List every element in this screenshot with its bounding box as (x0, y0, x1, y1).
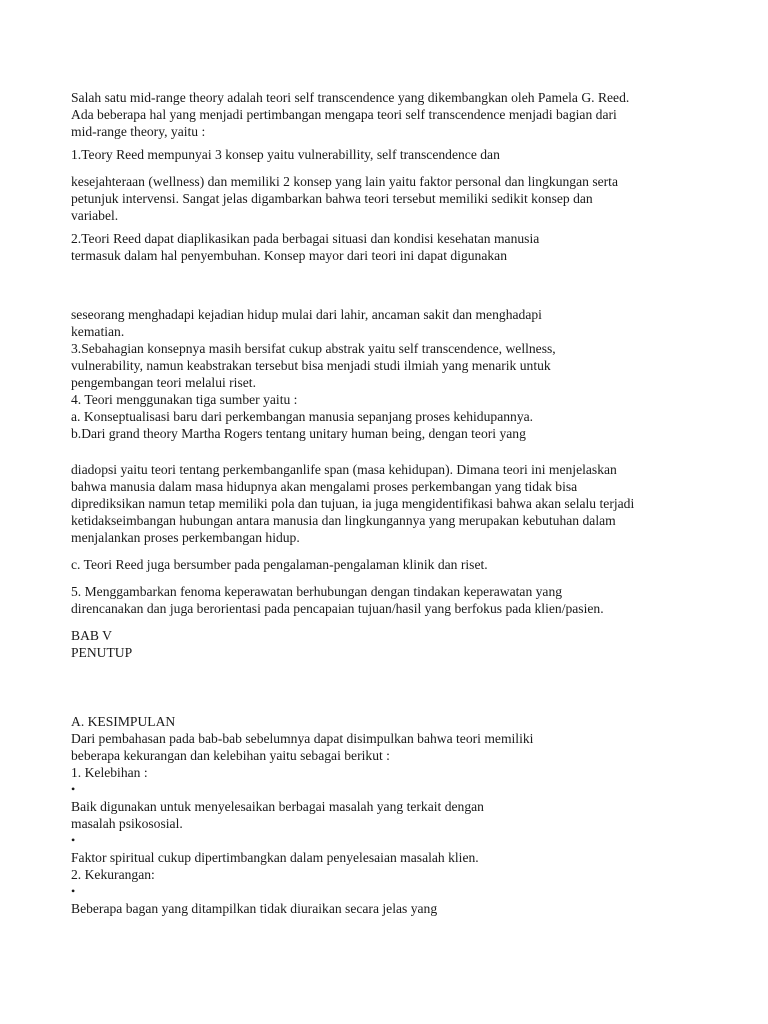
point-4-c: c. Teori Reed juga bersumber pada pengalaman-pengalaman klinik dan riset. (71, 557, 488, 572)
text-line: kematian. (71, 324, 125, 339)
point-1-heading: 1.Teory Reed mempunyai 3 konsep yaitu vulnerabillity, self transcendence dan (71, 147, 500, 162)
section-heading: A. KESIMPULAN (71, 714, 176, 729)
text-line: Ada beberapa hal yang menjadi pertimbangan mengapa teori self transcendence menjadi bagian dari (71, 107, 617, 122)
chapter-number: BAB V (71, 628, 112, 643)
text-line: 2.Teori Reed dapat diaplikasikan pada berbagai situasi dan kondisi kesehatan manusia (71, 231, 540, 246)
text-line: direncanakan dan juga berorientasi pada pencapaian tujuan/hasil yang berfokus pada klien/pasien. (71, 601, 604, 616)
text-line: masalah psikososial. (71, 816, 183, 831)
intro-paragraph (71, 89, 711, 140)
bullet-icon: • (71, 884, 76, 898)
text-line: Faktor spiritual cukup dipertimbangkan dalam penyelesaian masalah klien. (71, 850, 479, 865)
bullet-icon: • (71, 782, 76, 796)
text-line: mid-range theory, yaitu : (71, 124, 206, 139)
text-line: menjalankan proses perkembangan hidup. (71, 530, 300, 545)
text-line: beberapa kekurangan dan kelebihan yaitu sebagai berikut : (71, 748, 390, 763)
text-line: vulnerability, namun keabstrakan tersebut bisa menjadi studi ilmiah yang menarik untuk (71, 358, 551, 373)
text-line: variabel. (71, 208, 119, 223)
text-line: Dari pembahasan pada bab-bab sebelumnya dapat disimpulkan bahwa teori memiliki (71, 731, 534, 746)
point-2-continuation (71, 306, 711, 442)
text-line: b.Dari grand theory Martha Rogers tentang unitary human being, dengan teori yang (71, 426, 526, 441)
text-line: a. Konseptualisasi baru dari perkembangan manusia sepanjang proses kehidupannya. (71, 409, 534, 424)
point-2-paragraph (71, 230, 711, 264)
text-line: bahwa manusia dalam masa hidupnya akan mengalami proses perkembangan yang tidak bisa (71, 479, 578, 494)
text-line: ketidakseimbangan hubungan antara manusia dan lingkungannya yang merupakan kebutuhan dalam (71, 513, 616, 528)
text-line: diprediksikan namun tetap memiliki pola dan tujuan, ia juga mengidentifikasi bahwa akan selalu terjadi (71, 496, 635, 511)
point-1-continuation (71, 173, 711, 224)
bullet-icon: • (71, 833, 76, 847)
text-line: 4. Teori menggunakan tiga sumber yaitu : (71, 392, 298, 407)
text-line: Beberapa bagan yang ditampilkan tidak diuraikan secara jelas yang (71, 901, 438, 916)
document-page (71, 89, 711, 917)
list-heading: 1. Kelebihan : (71, 765, 148, 780)
chapter-heading (71, 627, 711, 661)
chapter-title: PENUTUP (71, 645, 133, 660)
point-4-continuation (71, 461, 711, 546)
text-line: Baik digunakan untuk menyelesaikan berbagai masalah yang terkait dengan (71, 799, 484, 814)
text-line: Salah satu mid-range theory adalah teori self transcendence yang dikembangkan oleh Pamela G. Reed. (71, 90, 630, 105)
text-line: seseorang menghadapi kejadian hidup mulai dari lahir, ancaman sakit dan menghadapi (71, 307, 542, 322)
text-line: diadopsi yaitu teori tentang perkembanganlife span (masa kehidupan). Dimana teori ini menjelaskan (71, 462, 617, 477)
text-line: petunjuk intervensi. Sangat jelas digambarkan bahwa teori tersebut memiliki sedikit konsep dan (71, 191, 593, 206)
list-heading: 2. Kekurangan: (71, 867, 155, 882)
text-line: pengembangan teori melalui riset. (71, 375, 256, 390)
conclusion-section (71, 713, 711, 917)
text-line: 5. Menggambarkan fenoma keperawatan berhubungan dengan tindakan keperawatan yang (71, 584, 563, 599)
point-5-paragraph (71, 583, 711, 617)
text-line: kesejahteraan (wellness) dan memiliki 2 konsep yang lain yaitu faktor personal dan lingkungan serta (71, 174, 618, 189)
text-line: termasuk dalam hal penyembuhan. Konsep mayor dari teori ini dapat digunakan (71, 248, 508, 263)
text-line: 3.Sebahagian konsepnya masih bersifat cukup abstrak yaitu self transcendence, wellness, (71, 341, 556, 356)
